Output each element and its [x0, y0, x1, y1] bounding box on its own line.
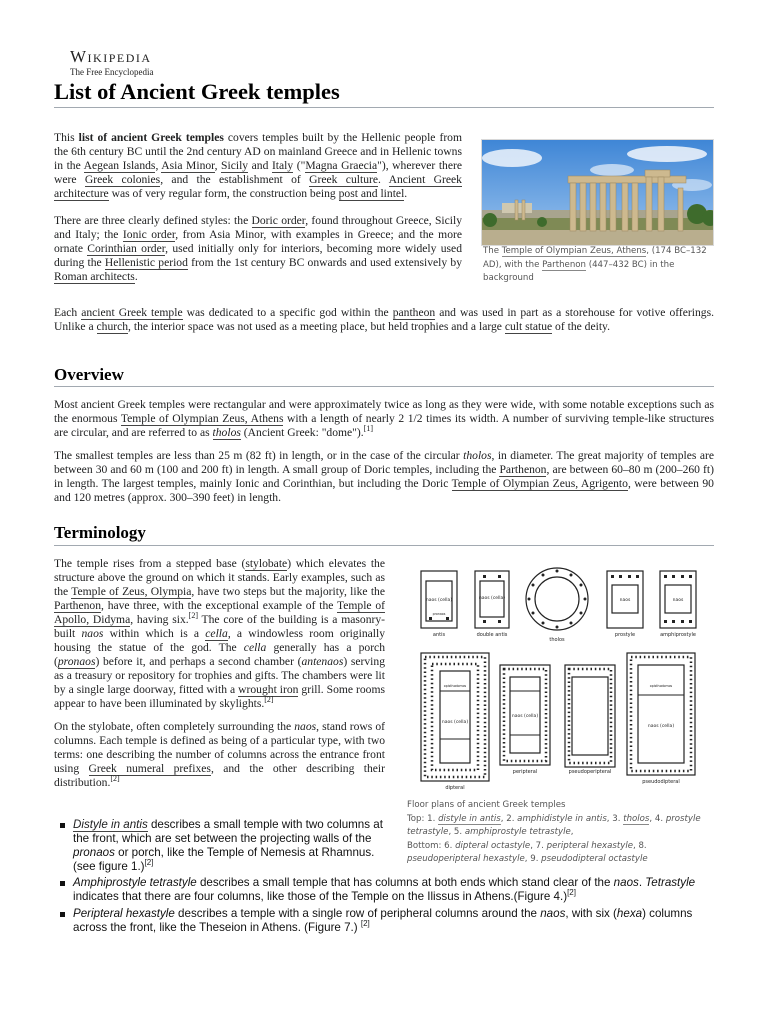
bullet-marker [60, 881, 65, 886]
plan-naos-label-6: naos (cella) [511, 714, 539, 719]
bullet-marker [60, 912, 65, 917]
wiki-link[interactable]: Parthenon [542, 259, 586, 270]
wiki-link[interactable]: pantheon [392, 306, 436, 319]
wikipedia-logo[interactable] [70, 48, 153, 78]
title-divider [54, 107, 714, 108]
overview-paragraph-2: The smallest temples are less than 25 m (82 ft) in length, or in the case of the circular tholos, in diameter. The great majority of temples are between 30 and 60 m (100 and 200 ft) in length. A small group of Doric temples, including the Parthenon, are between 60–80 m (200–260 ft) in length. The largest temples, mainly Ionic and Corinthian, but including the Doric Temple of Olympian Zeus, Agrigento, were between 90 and 120 metres (approx. 300–390 feet) in length. [54, 449, 715, 504]
intro-paragraph-3: Each ancient Greek temple was dedicated to a specific god within the pantheon and was used in part as a storehouse for votive offerings. Unlike a church, the interior space was not used as a meeting place, but held trophies and a large cult statue of the deity. [54, 306, 714, 333]
citation-link[interactable]: [2] [110, 774, 120, 784]
wiki-link[interactable]: post and lintel [338, 187, 405, 200]
plan-label-peripteral: peripteral [512, 769, 538, 775]
wiki-link[interactable]: Ancient Greek architecture [54, 173, 462, 200]
wiki-link[interactable]: Roman architects [54, 270, 135, 283]
temple-of-olympian-zeus-image [482, 140, 713, 245]
terminology-divider [54, 545, 714, 546]
citation [264, 695, 273, 704]
italic-text: naos [81, 627, 104, 640]
list-item-text: Amphiprostyle tetrastyle describes a small temple that has columns at both ends which stand clear of the naos. Tetrastyle indicates that there are four columns, like those of the Temple on the Ilissus in Athens.(Figure 4.)[2] [73, 876, 696, 903]
list-item [56, 876, 704, 904]
plan-naos-label-3: naos [619, 598, 631, 603]
intro-left-column [54, 131, 462, 284]
intro-paragraph-2: There are three clearly defined styles: the Doric order, found throughout Greece, Sicily and Italy; the Ionic order, from Asia Minor, with examples in Greece; and the more ornate Corinthian order, used initially only for interiors, becoming more widely used during the Hellenistic period from the 1st century BC onwards and used extensively by Roman architects. [54, 214, 463, 283]
citation [567, 888, 576, 897]
bullet-marker [60, 823, 65, 828]
citation-link[interactable]: [2] [567, 888, 576, 898]
floor-plans-diagram [415, 567, 700, 792]
plan-label-double-antis: double antis [476, 632, 508, 638]
terminology-heading: Terminology [54, 523, 146, 542]
wiki-link[interactable]: wrought iron [238, 683, 299, 696]
plan-naos-label-1: naos (cella) [425, 598, 453, 603]
wiki-link[interactable]: Greek numeral prefixes [88, 762, 211, 775]
wiki-link[interactable]: Italy [271, 159, 294, 172]
citation-link[interactable]: [1] [363, 424, 374, 434]
wiki-link[interactable]: Temple of Zeus, Olympia [71, 585, 192, 598]
overview-divider [54, 386, 714, 387]
plan-small-label-3: opisthodomos [649, 684, 673, 688]
plan-label-antis: antis [432, 632, 446, 638]
wiki-link[interactable]: Temple of Olympian Zeus, Athens [120, 412, 284, 425]
citation [189, 611, 198, 620]
plan-naos-label-2: naos (cella) [478, 596, 506, 601]
italic-text: amphiprostyle tetrastyle [464, 827, 571, 837]
wiki-link[interactable]: tholos [623, 813, 650, 824]
italic-text: prostyle tetrastyle [407, 813, 701, 837]
wiki-link[interactable]: Greek colonies [84, 173, 161, 186]
citation-link[interactable]: [2] [144, 858, 154, 868]
wiki-link[interactable]: stylobate [245, 557, 288, 570]
bold-text: list of ancient Greek temples [78, 131, 224, 144]
list-item [56, 818, 384, 874]
citation [361, 919, 370, 928]
intro-paragraph-3-wrap [54, 306, 714, 334]
floor-plans-figure[interactable] [415, 567, 700, 792]
list-item-text: Peripteral hexastyle describes a temple with a single row of peripheral columns around the naos, with six (hexa) columns across the front, like the Theseion in Athens. (Figure 7.) [2] [73, 907, 693, 934]
terminology-left-column [54, 557, 385, 790]
italic-text: pseudodipteral octastyle [541, 854, 648, 864]
italic-text: amphidistyle in antis [517, 813, 607, 824]
page-title: List of Ancient Greek temples [54, 79, 340, 104]
terminology-paragraph-2: On the stylobate, often completely surrounding the naos, stand rows of columns. Each temple is defined as being of a particular type, with two terms: one describing the number of columns across the entrance front using Greek numeral prefixes, and the other describing their distribution.[2] [54, 720, 386, 789]
wiki-link[interactable]: church [96, 320, 129, 333]
wiki-link[interactable]: cult statue [504, 320, 553, 333]
plan-label-amphiprostyle: amphiprostyle [660, 632, 696, 638]
wiki-link[interactable]: Temple of Olympian Zeus, Agrigento [451, 477, 628, 490]
italic-text: antenaos [301, 655, 344, 668]
italic-text: dipteral octastyle [455, 840, 531, 851]
overview-section [54, 398, 714, 505]
wiki-link[interactable]: distyle in antis [438, 813, 501, 824]
italic-text: pseudoperipteral hexastyle [407, 854, 525, 864]
plan-naos-label-4: naos [672, 598, 684, 603]
wiki-link[interactable]: Temple of Olympian Zeus, Athens [501, 246, 647, 256]
wiki-link[interactable]: pronaos [57, 655, 96, 668]
temple-photo[interactable] [481, 139, 714, 246]
intro-paragraph-1: This list of ancient Greek temples covers temples built by the Hellenic people from the 6th century BC until the 2nd century AD on mainland Greece and in Hellenic towns in the Aegean Islands, Asia Minor, Sicily and Italy ("Magna Graecia"), wherever there were Greek colonies, and the establishment of Greek culture. Ancient Greek architecture was of very regular form, the construction being post and lintel. [54, 131, 462, 200]
wiki-link[interactable]: Parthenon [54, 599, 102, 612]
plan-naos-label-5: naos (cella) [441, 720, 469, 725]
italic-text: tholos [463, 449, 492, 462]
italic-text: naos [540, 907, 566, 920]
wiki-link[interactable]: tholos [212, 426, 241, 439]
column-types-list-a [56, 818, 384, 874]
wiki-link[interactable]: Asia Minor [161, 159, 215, 172]
citation-link[interactable]: [2] [264, 695, 274, 705]
italic-text: pronaos [73, 846, 115, 859]
wiki-link[interactable]: Magna Graecia [305, 159, 378, 172]
floor-plans-caption: Floor plans of ancient Greek temples Top: 1. distyle in antis, 2. amphidistyle in antis, 3. tholos, 4. prostyle tetrastyle, 5. amphiprostyle tetrastyle, Bottom: 6. dipteral octastyle, 7. peripteral hexastyle, 8. pseudoperipteral hexastyle, 9. pseudodipteral octastyle [407, 800, 701, 864]
italic-text: cella [243, 641, 267, 654]
wiki-link[interactable]: Temple of Apollo, Didyma [54, 599, 386, 626]
italic-text: naos [613, 876, 639, 889]
logo-wordmark: Wikipedia [70, 47, 152, 66]
italic-text: Peripteral hexastyle [73, 907, 175, 920]
wiki-link[interactable]: Hellenistic period [104, 256, 188, 269]
column-types-list-b [56, 876, 704, 935]
citation [145, 858, 154, 867]
italic-text: Tetrastyle [645, 876, 696, 889]
plan-label-prostyle: prostyle [614, 632, 636, 638]
citation [110, 774, 119, 783]
plan-label-pseudodipteral: pseudodipteral [642, 779, 680, 785]
wiki-link[interactable]: Parthenon [499, 463, 547, 476]
plan-label-tholos: tholos [549, 637, 565, 643]
wiki-link[interactable]: Sicily [221, 159, 249, 172]
italic-text: peripteral hexastyle [546, 840, 633, 851]
italic-text: hexa [616, 907, 643, 920]
citation-link[interactable]: [2] [360, 919, 370, 929]
citation [364, 424, 373, 433]
wiki-link[interactable]: Greek culture [309, 173, 378, 186]
plan-naos-label-7: naos (cella) [647, 724, 675, 729]
plan-label-pseudoperipteral: pseudoperipteral [568, 769, 612, 775]
wiki-link[interactable]: Corinthian order [87, 242, 166, 255]
italic-text: naos [294, 720, 317, 733]
wiki-link[interactable]: Aegean Islands [83, 159, 156, 172]
list-item-text: Distyle in antis describes a small temple with two columns at the front, which are set between the projecting walls of the pronaos or porch, like the Temple of Nemesis at Rhamnus.(see figure 1.)[2] [73, 818, 383, 873]
plan-label-dipteral: dipteral [445, 785, 465, 791]
wiki-link[interactable]: Ionic order [122, 228, 176, 241]
list-item [56, 907, 704, 935]
citation-link[interactable]: [2] [188, 611, 198, 621]
italic-text: Amphiprostyle tetrastyle [73, 876, 197, 889]
wiki-link[interactable]: ancient Greek temple [81, 306, 183, 319]
terminology-paragraph-1: The temple rises from a stepped base (stylobate) which elevates the structure above the ground on which it stands. Early examples, such as the Temple of Zeus, Olympia, have two steps but the majority, like the Parthenon, have three, with the exceptional example of the Temple of Apollo, Didyma, having six.[2] The core of the building is a masonry-built naos within which is a cella, a windowless room originally housing the statue of the god. The cella generally has a porch (pronaos) before it, and perhaps a second chamber (antenaos) serving as a treasury or repository for trophies and gifts. The chambers were lit by a single large doorway, fitted with a wrought iron grill. Some rooms appear to have been illuminated by skylights.[2] [54, 557, 386, 710]
plan-small-label-1: pronaos [432, 612, 446, 616]
overview-paragraph-1: Most ancient Greek temples were rectangular and were approximately twice as long as they were wide, with some notable exceptions such as the enormous Temple of Olympian Zeus, Athens with a length of nearly 2 1/2 times its width. A number of surviving temple-like structures are circular, and are referred to as tholos (Ancient Greek: "dome").[1] [54, 398, 714, 439]
overview-heading: Overview [54, 365, 124, 384]
plan-small-label-2: opisthodomos [443, 684, 467, 688]
wiki-link[interactable]: Distyle in antis [73, 818, 148, 831]
wiki-link[interactable]: cella [205, 627, 228, 640]
temple-photo-caption: The Temple of Olympian Zeus, Athens, (174 BC–132 AD), with the Parthenon (447–432 BC) in the background [483, 246, 707, 283]
logo-tagline: The Free Encyclopedia [70, 67, 154, 77]
wiki-link[interactable]: Doric order [251, 214, 306, 227]
